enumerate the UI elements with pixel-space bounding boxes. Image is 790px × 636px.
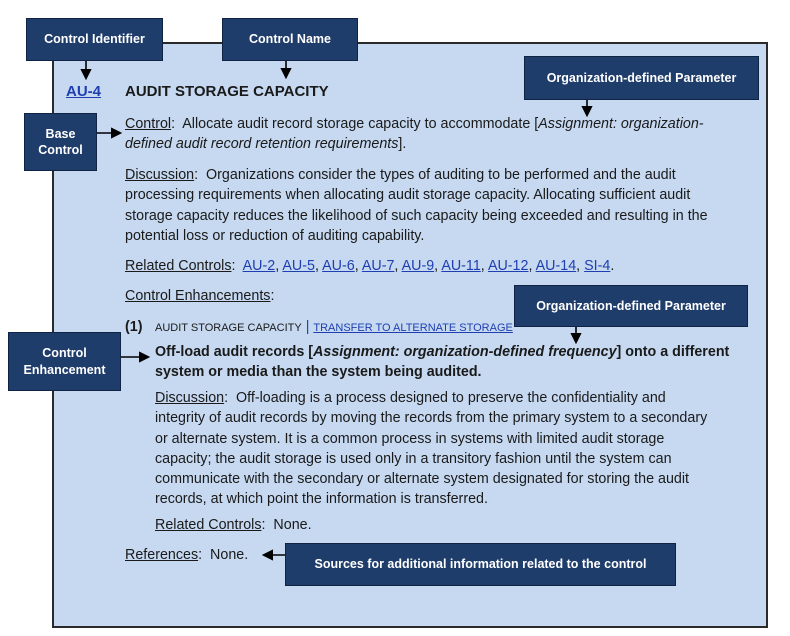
control-discussion: Discussion: Organizations consider the types of auditing to be performed and the audit processing requirements when allocating audit storage capacity. Allocating sufficient audit storage capacity reduces the likelihood of such capacity being exceeded and resulting in the potential loss or reduction of auditing capability. (125, 167, 708, 244)
related-link-au-11[interactable]: AU-11 (441, 258, 481, 274)
callout-control-name: Control Name (222, 18, 358, 61)
related-link-au-5[interactable]: AU-5 (282, 258, 315, 274)
callout-base-control: Base Control (24, 113, 97, 171)
related-link-au-7[interactable]: AU-7 (361, 258, 395, 274)
control-statement: Control: Allocate audit record storage capacity to accommodate [Assignment: organization- defined audit record retention requirements]. (125, 116, 704, 153)
related-link-au-9[interactable]: AU-9 (401, 258, 435, 274)
enhancement-discussion: Discussion: Off-loading is a process designed to preserve the confidentiality and integrity of audit records by moving the records from the primary system to a secondary or alternate system. It is a common process in systems with limited audit storage capacity; the audit storage is used only in a transitory fashion until the system can communicate with the secondary or alternate system designated for storing the audit records, at which point the information is transferred. (155, 390, 708, 508)
enhancement-title-link[interactable]: TRANSFER TO ALTERNATE STORAGE (313, 322, 513, 334)
related-link-au-2[interactable]: AU-2 (242, 258, 276, 274)
callout-org-param-1: Organization-defined Parameter (524, 56, 759, 100)
related-link-au-12[interactable]: AU-12 (487, 258, 529, 274)
control-label: Control (125, 116, 172, 132)
control-identifier[interactable]: AU-4 (66, 83, 102, 100)
callout-sources: Sources for additional information related to the control (285, 543, 676, 586)
control-enhancements-heading: Control Enhancements: (125, 288, 275, 304)
callout-control-identifier: Control Identifier (26, 18, 163, 61)
enhancement-number: (1) (125, 319, 143, 335)
enhancement-related-controls: Related Controls: None. (155, 517, 312, 533)
callout-control-enhancement: Control Enhancement (8, 332, 121, 391)
related-controls: Related Controls: AU-2, AU-5, AU-6, AU-7, AU-9, AU-11, AU-12, AU-14, SI-4. (125, 258, 615, 274)
related-link-si-4[interactable]: SI-4 (584, 258, 611, 274)
related-link-au-14[interactable]: AU-14 (535, 258, 577, 274)
control-title: AUDIT STORAGE CAPACITY (125, 83, 329, 100)
enhancement-title: AUDIT STORAGE CAPACITY | TRANSFER TO ALTERNATE STORAGE (155, 319, 513, 335)
callout-org-param-2: Organization-defined Parameter (514, 285, 748, 327)
enhancement-statement: Off-load audit records [Assignment: organization-defined frequency] onto a different system or media than the system being audited. (155, 344, 730, 381)
related-link-au-6[interactable]: AU-6 (322, 258, 355, 274)
references: References: None. (125, 547, 249, 563)
